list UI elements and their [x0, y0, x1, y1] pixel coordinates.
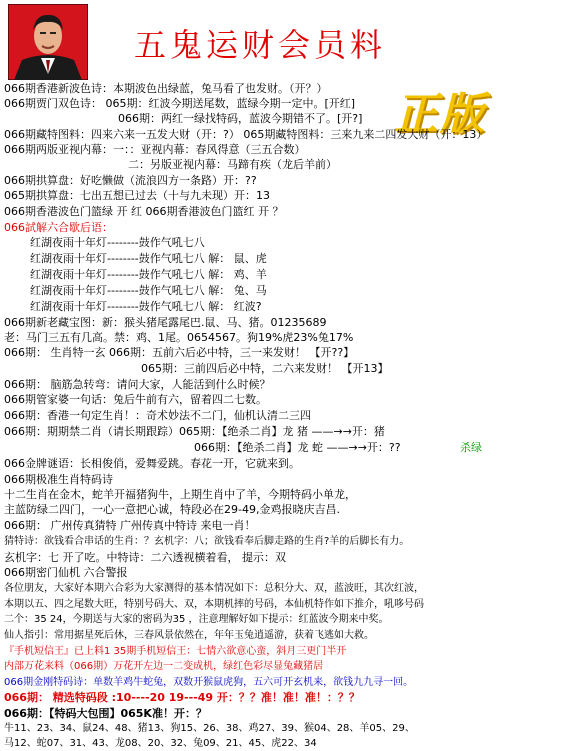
- selected-range-line: 066期： 精选特码段 :10----20 19---49 开：？？准！准！准！：？？: [4, 691, 360, 704]
- text-line: 066期拱算盘：好吃懒做（流浪四方一条路）开：??: [4, 174, 257, 187]
- text-line: 066期新老藏宝图：新：猴头猪尾露尾巴.鼠、马、猪。01235689: [4, 316, 327, 329]
- text-line: 065期拱算盘：七出五想已过去（十与九未现）开：13: [4, 189, 270, 202]
- text-line: 066期管家婆一句话：兔后牛前有六，留着四二七数。: [4, 393, 267, 406]
- zodiac-numbers-line: 牛11、23、34、鼠24、48、猪13、狗15、26、38、鸡27、39、猴04、28、羊05、29、: [4, 723, 415, 734]
- text-line: 红湖夜雨十年灯--------鼓作气吼七八 解： 红波?: [30, 300, 262, 313]
- text-line: 066期：【特码大包围】065K准！开：？: [4, 707, 207, 720]
- text-line: 玄机字：七 开了吃。中特诗：二六透视横着看， 提示：双: [4, 551, 286, 564]
- text-line: 红湖夜雨十年灯--------鼓作气吼七八 解： 兔、马: [30, 284, 267, 297]
- authentic-badge: 正版: [394, 89, 486, 140]
- text-line: 066期贾门双色诗： 065期：红波今期送尾数，蓝绿今期一定中。[开红]: [4, 97, 356, 110]
- text-line: 066期：香港一句定生肖！：奇术妙法不二门，仙机认清二三四: [4, 409, 311, 422]
- text-line: 066期： 脑筋急转弯：请问大家，人能活到什么时候？: [4, 378, 271, 391]
- text-line: 各位朋友，大家好本期六合彩为大家测得的基本情况如下：总积分大、双，蓝波旺，其次红波，: [4, 583, 424, 594]
- sms-king-line: 『手机短信王』已上料1 35期手机短信王：七情六欲意心蛮，斜月三更门半开: [4, 646, 347, 657]
- text-line: 066期密门仙机 六合警报: [4, 566, 128, 579]
- text-line: 066期极准生肖特码诗: [4, 473, 113, 486]
- text-line: 066期：两红一绿找特码，蓝波今期错不了。[开?]: [118, 112, 363, 125]
- text-line: 本期以五、四之尾数大旺，特别号码大、双，本期机摔的号码，本仙机特作如下推介，吼哆号码: [4, 599, 424, 610]
- text-line: 066期： 广州传真猜特 广州传真中特诗 来电一肖！: [4, 519, 256, 532]
- text-line: 065期：三前四后必中特，二六来发财！ 【开13】: [141, 362, 389, 375]
- text-line: 066期香港新波色诗：本期波色出绿蓝，兔马看了也发财。（开？）: [4, 82, 328, 95]
- text-line: 猜特诗：欲钱看合串话的生肖：？玄机字：八；欲钱看奉后脚走路的生肖?羊的后脚长有力。: [4, 536, 410, 547]
- page-title: 五鬼运财会员料: [134, 26, 387, 64]
- text-line: 红湖夜雨十年灯--------鼓作气吼七八: [30, 236, 205, 249]
- text-line: 二个：35 24，今期送与大家的密码为35 ，注意理解好如下提示：红蓝波今期来中奖。: [4, 614, 389, 625]
- text-line: 066期：【绝杀二肖】龙 蛇 ——→→开：??: [194, 441, 401, 454]
- text-line: 老：马门三五有几高。禁：鸡、1尾。0654567。狗19%虎23%兔17%: [4, 331, 354, 344]
- text-line: 红湖夜雨十年灯--------鼓作气吼七八 解： 鼠、虎: [30, 252, 267, 265]
- text-line: 十二生肖在金木，蛇羊开福猪狗牛，上期生肖中了羊，今期特码小单龙，: [4, 488, 356, 501]
- text-line: 066期： 生肖特一玄 066期：五前六后必中特，三一来发财！ 【开??】: [4, 346, 355, 359]
- kill-green-label: 杀绿: [460, 441, 482, 454]
- diamond-poem-line: 066期金刚特码诗：单数羊鸡牛蛇兔，双数开猴鼠虎狗，五六可开玄机来，欲钱九九寻一回。: [4, 677, 414, 688]
- zodiac-numbers-line: 马12、蛇07、31、43、龙08、20、32、兔09、21、45、虎22、34: [4, 738, 317, 749]
- text-line: 066期藏特图料：四来六来一五发大财（开：?） 065期藏特图料：三来九来二四发大财（开：13）: [4, 128, 488, 141]
- text-line: 二：另版亚视内幕：马蹄有疾（龙后羊前）: [128, 158, 337, 171]
- text-line: 主蓝防绿二四门，一心一意把心诚，特段必在29-49,金鸡报晓庆吉昌.: [4, 503, 340, 516]
- text-line: 红湖夜雨十年灯--------鼓作气吼七八 解： 鸡、羊: [30, 268, 267, 281]
- internal-source-line: 内部万花来料（066期）万花开左边一二变成机，绿红色彩尽显兔藏猪居: [4, 661, 324, 672]
- text-line: 仙人指引：常用据星死后休，三春风景依然在，年年玉兔逍遥游，获着飞逃如大救。: [4, 630, 374, 641]
- text-line: 066期：期期禁二肖（请长期跟踪）065期：【绝杀二肖】龙 猪 ——→→开：猪: [4, 425, 385, 438]
- section-heading: 066試解六合歇后语：: [4, 221, 113, 234]
- portrait-image: [8, 4, 88, 80]
- text-line: 066期香港波色门篮绿 开 红 066期香港波色门篮红 开 ？: [4, 205, 284, 218]
- text-line: 066期两版亚视内幕：一：：亚视内幕：春风得意（三五合数）: [4, 143, 306, 156]
- text-line: 066金牌谜语：长相俊俏，爱舞爱跳。春花一开，它就来到。: [4, 457, 300, 470]
